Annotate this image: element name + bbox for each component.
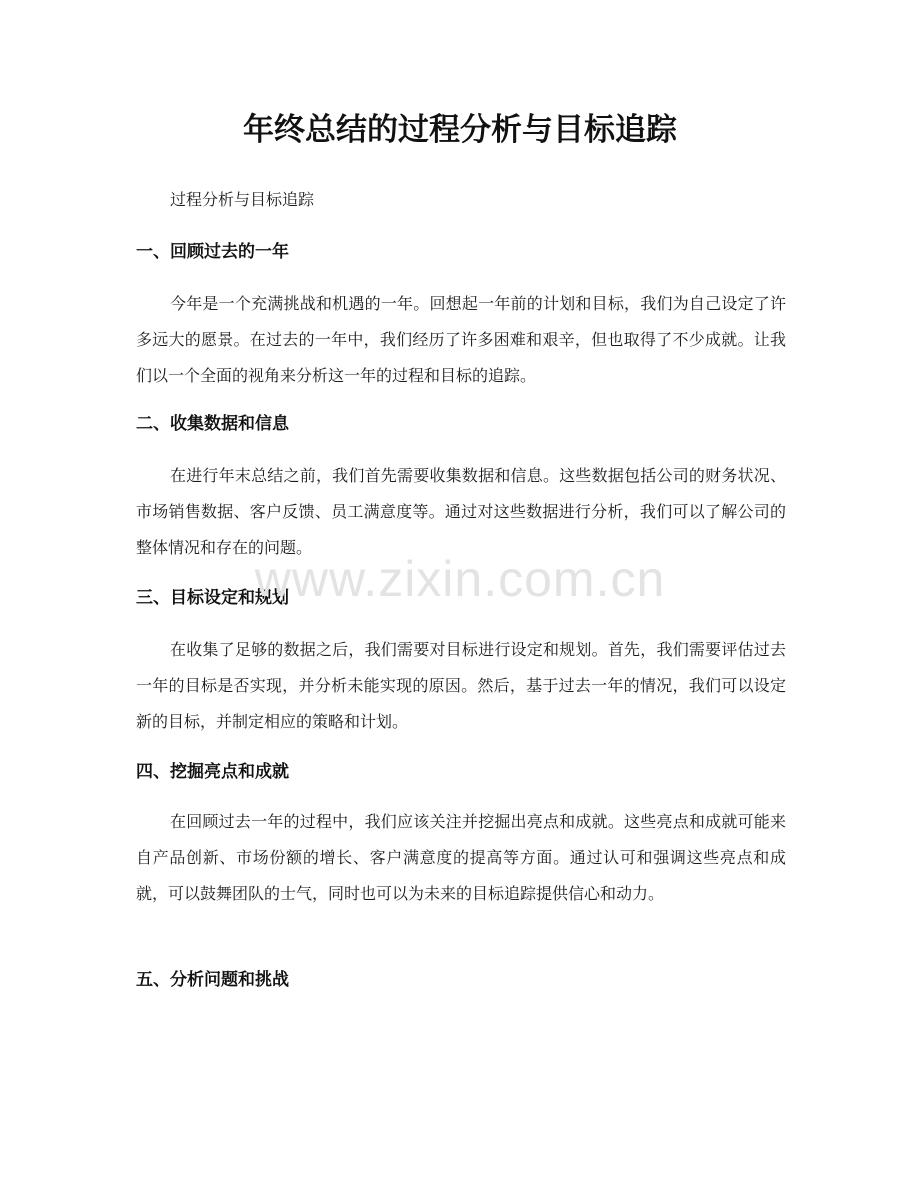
section-body-3: 在收集了足够的数据之后，我们需要对目标进行设定和规划。首先，我们需要评估过去一年的目标是否实现，并分析未能实现的原因。然后，基于过去一年的情况，我们可以设定新的目标，并制定相应的策略和计划。 [136,640,786,731]
section-heading-5: 五、分析问题和挑战 [136,970,289,990]
section-body-4: 在回顾过去一年的过程中，我们应该关注并挖掘出亮点和成就。这些亮点和成就可能来自产品创新、市场份额的增长、客户满意度的提高等方面。通过认可和强调这些亮点和成就，可以鼓舞团队的士气，同时也可以为未来的目标追踪提供信心和动力。 [136,812,786,903]
watermark-text: www.zixin.com.cn [254,551,666,607]
section-heading-1: 一、回顾过去的一年 [136,242,289,262]
section-heading-3: 三、目标设定和规划 [136,588,289,608]
document-title: 年终总结的过程分析与目标追踪 [243,112,677,148]
section-heading-4: 四、挖掘亮点和成就 [136,762,289,782]
document-subtitle: 过程分析与目标追踪 [170,190,315,209]
section-body-1: 今年是一个充满挑战和机遇的一年。回想起一年前的计划和目标，我们为自己设定了许多远大的愿景。在过去的一年中，我们经历了许多困难和艰辛，但也取得了不少成就。让我们以一个全面的视角来分析这一年的过程和目标的追踪。 [136,294,786,385]
section-body-2: 在进行年末总结之前，我们首先需要收集数据和信息。这些数据包括公司的财务状况、市场销售数据、客户反馈、员工满意度等。通过对这些数据进行分析，我们可以了解公司的整体情况和存在的问题。 [136,466,786,557]
section-heading-2: 二、收集数据和信息 [136,414,289,434]
